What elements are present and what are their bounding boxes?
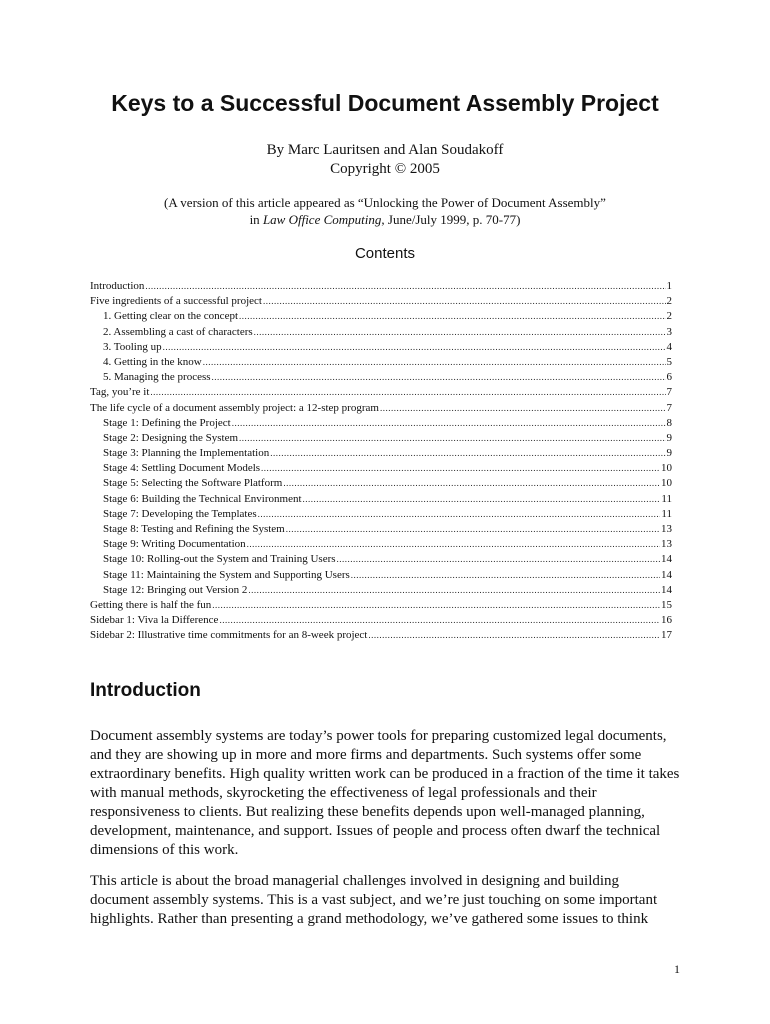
toc-entry-page: 9	[666, 447, 672, 460]
toc-entry-title: Stage 11: Maintaining the System and Supporting Users	[103, 568, 350, 581]
toc-entry[interactable]	[90, 385, 672, 400]
toc-entry-title: 2. Assembling a cast of characters	[103, 325, 253, 338]
toc-entry-title: Tag, you’re it	[90, 386, 150, 399]
toc-entry[interactable]	[90, 583, 672, 598]
toc-leader-dots	[286, 522, 660, 537]
toc-entry-page: 7	[666, 386, 672, 399]
toc-entry[interactable]	[90, 294, 672, 309]
toc-entry-title: Getting there is half the fun	[90, 598, 212, 611]
toc-entry-page: 10	[661, 477, 672, 490]
toc-entry[interactable]	[90, 568, 672, 583]
toc-entry-title: Stage 5: Selecting the Software Platform	[103, 477, 283, 490]
toc-entry-title: Stage 9: Writing Documentation	[103, 538, 246, 551]
toc-entry-title: Stage 1: Defining the Project	[103, 416, 231, 429]
toc-entry-page: 17	[661, 629, 672, 642]
toc-entry[interactable]	[90, 598, 672, 613]
toc-leader-dots	[219, 613, 660, 628]
byline: By Marc Lauritsen and Alan Soudakoff	[266, 142, 504, 158]
toc-leader-dots	[239, 431, 665, 446]
toc-leader-dots	[247, 537, 660, 552]
toc-entry-title: 5. Managing the process	[103, 371, 211, 384]
toc-entry[interactable]	[90, 370, 672, 385]
toc-entry-page: 7	[666, 401, 672, 414]
toc-leader-dots	[150, 385, 665, 400]
toc-leader-dots	[203, 355, 666, 370]
body-paragraph-2: This article is about the broad managerial challenges involved in designing and building document assembly systems. This is a vast subject, and we’re just touching on some important highlights. Rather than presenting a grand methodology, we’ve gathered some issues to think	[90, 873, 658, 927]
toc-entry-page: 6	[666, 371, 672, 384]
toc-leader-dots	[212, 598, 660, 613]
toc-entry-page: 11	[661, 507, 672, 520]
toc-entry-page: 14	[661, 583, 672, 596]
toc-entry-page: 3	[666, 325, 672, 338]
toc-leader-dots	[380, 401, 666, 416]
toc-leader-dots	[261, 461, 660, 476]
toc-entry-page: 16	[661, 614, 672, 627]
toc-entry-title: Stage 7: Developing the Templates	[103, 507, 257, 520]
toc-entry-title: Stage 10: Rolling-out the System and Training Users	[103, 553, 336, 566]
toc-entry-title: 3. Tooling up	[103, 340, 162, 353]
toc-entry[interactable]	[90, 522, 672, 537]
toc-leader-dots	[258, 507, 661, 522]
toc-entry-title: Stage 4: Settling Document Models	[103, 462, 261, 475]
version-note-prefix: in	[249, 212, 263, 227]
toc-entry-title: Stage 2: Designing the System	[103, 431, 239, 444]
toc-entry-page: 14	[661, 553, 672, 566]
toc-entry-page: 1	[666, 280, 672, 292]
toc-entry-page: 11	[661, 492, 672, 505]
toc-entry-title: Introduction	[90, 280, 145, 292]
copyright-line: Copyright © 2005	[330, 161, 440, 177]
publication-name: Law Office Computing	[262, 212, 382, 227]
toc-entry-title: Five ingredients of a successful project	[90, 295, 262, 308]
toc-entry-title: Stage 3: Planning the Implementation	[103, 447, 270, 460]
toc-entry[interactable]	[90, 355, 672, 370]
toc-leader-dots	[283, 476, 660, 491]
toc-leader-dots	[337, 552, 660, 567]
toc-entry-page: 13	[661, 523, 672, 535]
toc-entry[interactable]	[90, 613, 672, 628]
contents-heading: Contents	[354, 245, 416, 262]
toc-entry[interactable]	[90, 340, 672, 355]
toc-leader-dots	[248, 583, 660, 598]
toc-entry-title: The life cycle of a document assembly project: a 12-step program	[90, 401, 379, 414]
toc-leader-dots	[145, 279, 665, 294]
toc-entry-title: 1. Getting clear on the concept	[103, 310, 239, 323]
page-number: 1	[674, 962, 680, 976]
toc-entry-title: 4. Getting in the know	[103, 355, 202, 368]
toc-entry-title: Stage 8: Testing and Refining the System	[103, 523, 285, 535]
toc-entry-page: 8	[666, 416, 672, 429]
toc-entry[interactable]	[90, 401, 672, 416]
toc-leader-dots	[232, 416, 666, 431]
toc-entry[interactable]	[90, 492, 672, 507]
toc-leader-dots	[270, 446, 665, 461]
version-note-line-1: (A version of this article appeared as “Unlocking the Power of Document Assembly”	[164, 195, 606, 210]
toc-entry-page: 13	[661, 538, 672, 551]
toc-entry-title: Sidebar 2: Illustrative time commitments for an 8-week project	[90, 629, 368, 642]
toc-entry[interactable]	[90, 431, 672, 446]
document-title: Keys to a Successful Document Assembly Project	[111, 90, 659, 116]
toc-entry[interactable]	[90, 446, 672, 461]
toc-leader-dots	[351, 568, 660, 583]
toc-entry[interactable]	[90, 476, 672, 491]
toc-leader-dots	[212, 370, 666, 385]
toc-leader-dots	[163, 340, 666, 355]
toc-leader-dots	[239, 309, 665, 324]
toc-entry-page: 9	[666, 431, 672, 444]
toc-entry[interactable]	[90, 279, 672, 294]
toc-entry[interactable]	[90, 325, 672, 340]
toc-leader-dots	[254, 325, 666, 340]
toc-entry-title: Sidebar 1: Viva la Difference	[90, 614, 219, 627]
version-note-line-2	[0, 212, 770, 228]
toc-leader-dots	[263, 294, 666, 309]
toc-entry[interactable]	[90, 416, 672, 431]
table-of-contents	[90, 279, 672, 644]
version-note-suffix: , June/July 1999, p. 70-77)	[381, 212, 521, 227]
toc-leader-dots	[368, 628, 660, 643]
toc-leader-dots	[303, 492, 661, 507]
toc-entry[interactable]	[90, 537, 672, 552]
toc-entry[interactable]	[90, 552, 672, 567]
toc-entry[interactable]	[90, 507, 672, 522]
toc-entry-title: Stage 12: Bringing out Version 2	[103, 583, 248, 596]
toc-entry-page: 4	[666, 340, 672, 353]
section-heading-introduction: Introduction	[90, 680, 201, 701]
toc-entry[interactable]	[90, 309, 672, 324]
toc-entry[interactable]	[90, 461, 672, 476]
toc-entry-page: 2	[666, 295, 672, 308]
toc-entry[interactable]	[90, 628, 672, 643]
toc-entry-page: 10	[661, 462, 672, 475]
body-paragraph-1: Document assembly systems are today’s power tools for preparing customized legal documents, and they are showing up in more and more firms and departments. Such systems offer some extraordinary benefits. High quality written work can be produced in a fraction of the time it takes with manual methods, skyrocketing the effectiveness of legal professionals and their responsiveness to clients. But realizing these benefits depends upon well-managed planning, development, maintenance, and support. Issues of people and process often dwarf the technical dimensions of this work.	[90, 728, 680, 858]
toc-entry-page: 2	[666, 310, 672, 323]
toc-entry-page: 14	[661, 568, 672, 581]
toc-entry-page: 5	[666, 355, 672, 368]
toc-entry-title: Stage 6: Building the Technical Environment	[103, 492, 302, 505]
toc-entry-page: 15	[661, 598, 672, 611]
